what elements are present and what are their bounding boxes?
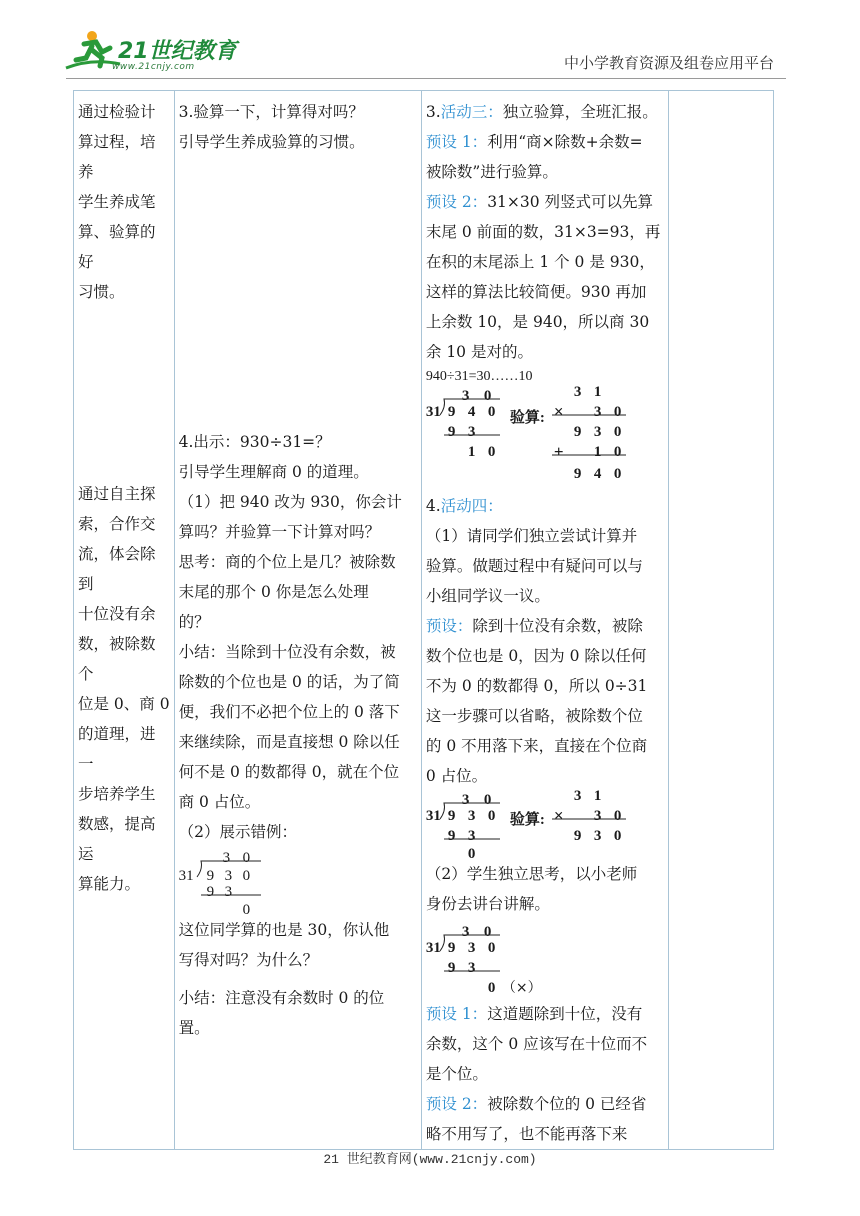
check-mult-digit: 3	[593, 404, 602, 420]
dividend-digit: 0	[487, 940, 496, 956]
student-line: 这一步骤可以省略，被除数个位	[425, 707, 643, 725]
student-line: 略不用写了，也不能再落下来	[425, 1125, 628, 1143]
teacher-line: 除数的个位也是 0 的话，为了简	[178, 673, 400, 691]
student-line: 这样的算法比较简便。930 再加	[425, 283, 647, 301]
student-line: 末尾 0 前面的数，31×3=93，再	[425, 223, 661, 241]
page-footer: 21 世纪教育网(www.21cnjy.com)	[323, 1152, 537, 1167]
intent-line: 习惯。	[78, 283, 125, 301]
check-mult-digit: 3	[593, 808, 602, 824]
teacher-line: 商 0 占位。	[178, 793, 261, 811]
student-line: 是个位。	[425, 1065, 488, 1083]
check-result-digit: 3	[593, 828, 602, 844]
check-result-digit: 0	[613, 424, 622, 440]
quotient-digit: 0	[483, 792, 492, 808]
step-digit: 9	[447, 960, 456, 976]
remainder-digit: 0	[242, 902, 251, 918]
student-line: （1）请同学们独立尝试计算并	[425, 527, 638, 545]
intent-line: 通过检验计	[78, 103, 156, 121]
intent-line: 算过程，培养	[78, 133, 156, 181]
check-sum-digit: 0	[613, 466, 622, 482]
check-top-digit: 3	[573, 384, 582, 400]
quotient-digit: 0	[483, 388, 492, 404]
intent-line: 算、验算的好	[78, 223, 156, 271]
verify-label: 验算:	[509, 410, 545, 426]
step-digit: 3	[224, 884, 233, 900]
equation-line: 940÷31=30……10	[425, 369, 533, 384]
check-add-digit: 0	[613, 444, 622, 460]
page-header	[0, 0, 860, 90]
student-line: 上余数 10，是 940，所以商 30	[425, 313, 650, 331]
student-line: 余 10 是对的。	[425, 343, 533, 361]
wrong-mark: （×）	[501, 980, 542, 996]
logo-url: www.21cnjy.com	[112, 62, 195, 72]
teacher-line: 写得对吗？为什么？	[178, 951, 319, 969]
check-add-digit: 1	[593, 444, 602, 460]
dividend-digit: 3	[467, 940, 476, 956]
dividend-digit: 3	[224, 868, 233, 884]
intent-line: 算能力。	[78, 875, 141, 893]
student-line: （2）学生独立思考，以小老师	[425, 865, 638, 883]
teacher-line: 置。	[178, 1019, 210, 1037]
dividend-digit: 9	[206, 868, 215, 884]
student-line: 余数，这个 0 应该写在十位而不	[425, 1035, 648, 1053]
check-mult-digit: 0	[613, 808, 622, 824]
divisor: 31	[425, 808, 441, 824]
step-digit: 3	[467, 424, 476, 440]
quotient-digit: 3	[461, 388, 470, 404]
teacher-line: 算吗？并验算一下计算对吗？	[178, 523, 381, 541]
wrong-division-930	[426, 925, 586, 995]
teacher-line: 思考：商的个位上是几？被除数	[178, 553, 396, 571]
intent-line: 数，被除数个	[78, 635, 156, 683]
dividend-digit: 9	[447, 940, 456, 956]
verify-label: 验算:	[509, 812, 545, 828]
quotient-digit: 3	[222, 850, 231, 866]
multiply-sign: ×	[553, 806, 564, 825]
check-result-digit: 9	[573, 828, 582, 844]
remainder-digit: 0	[487, 980, 496, 996]
intent-line: 学生养成笔	[78, 193, 156, 211]
student-line: 在积的末尾添上 1 个 0 是 930，	[425, 253, 655, 271]
teacher-line: 4.出示：930÷31=？	[178, 433, 331, 451]
wrong-example-division	[178, 849, 269, 918]
check-result-digit: 0	[613, 828, 622, 844]
remainder-digit: 0	[487, 444, 496, 460]
teacher-line: 小结：注意没有余数时 0 的位	[178, 989, 385, 1007]
intent-line: 步培养学生	[78, 785, 156, 803]
step-digit: 9	[206, 884, 215, 900]
teacher-line: 小结：当除到十位没有余数，被	[178, 643, 396, 661]
check-top-digit: 1	[593, 384, 602, 400]
dividend-digit: 9	[447, 404, 456, 420]
teacher-line: 来继续除，而是直接想 0 除以任	[178, 733, 400, 751]
intent-line: 数感，提高运	[78, 815, 156, 863]
step-digit: 9	[447, 424, 456, 440]
dividend-digit: 0	[487, 808, 496, 824]
lesson-table	[73, 90, 774, 1150]
teacher-line: 便，我们不必把个位上的 0 落下	[178, 703, 400, 721]
student-line: 不为 0 的数都得 0，所以 0÷31	[425, 677, 648, 695]
dividend-digit: 0	[242, 868, 251, 884]
divisor: 31	[425, 940, 441, 956]
division-940-block	[425, 384, 656, 487]
teacher-line: （2）展示错例：	[178, 823, 297, 841]
check-top-digit: 3	[573, 788, 582, 804]
intent-line: 索，合作交	[78, 515, 156, 533]
step-digit: 3	[467, 960, 476, 976]
remainder-digit: 1	[467, 444, 476, 460]
multiply-sign: ×	[553, 402, 564, 421]
preset1-line: 预设 1：利用“商×除数+余数=	[425, 133, 643, 151]
header-divider	[66, 78, 786, 79]
platform-title: 中小学教育资源及组卷应用平台	[563, 54, 774, 72]
student-line: 身份去讲台讲解。	[425, 895, 550, 913]
preset2-line: 预设 2：31×30 列竖式可以先算	[425, 193, 654, 211]
empty-notes-cell	[669, 91, 774, 1150]
student-line: 0 占位。	[425, 767, 488, 785]
remainder-digit: 0	[467, 846, 476, 862]
divisor: 31	[425, 404, 441, 420]
check-result-digit: 3	[593, 424, 602, 440]
dividend-digit: 0	[487, 404, 496, 420]
intent-line: 位是 0、商 0	[78, 695, 170, 713]
student-line: 数个位也是 0，因为 0 除以任何	[425, 647, 647, 665]
intent-line: 的道理，进一	[78, 725, 156, 773]
teacher-activity-cell	[174, 91, 421, 1150]
student-line: 被除数”进行验算。	[425, 163, 558, 181]
teacher-line: 引导学生理解商 0 的道理。	[178, 463, 369, 481]
step-digit: 3	[467, 828, 476, 844]
student-line: 验算。做题过程中有疑问可以与	[425, 557, 643, 575]
student-line: 的 0 不用落下来，直接在个位商	[425, 737, 648, 755]
intent-line: 流，体会除到	[78, 545, 156, 593]
dividend-digit: 9	[447, 808, 456, 824]
quotient-digit: 3	[461, 792, 470, 808]
quotient-digit: 3	[461, 924, 470, 940]
division-930-block	[425, 788, 656, 862]
teacher-line: 这位同学算的也是 30，你认他	[178, 921, 390, 939]
logo-text: 21世纪教育	[118, 39, 237, 64]
divisor: 31	[178, 868, 194, 884]
check-sum-digit: 4	[593, 466, 602, 482]
teacher-line: 引导学生养成验算的习惯。	[178, 133, 365, 151]
teacher-line: 何不是 0 的数都得 0，就在个位	[178, 763, 400, 781]
check-mult-digit: 0	[613, 404, 622, 420]
teacher-line: （1）把 940 改为 930，你会计	[178, 493, 402, 511]
preset-line: 预设：除到十位没有余数，被除	[425, 617, 643, 635]
design-intent-cell	[74, 91, 175, 1150]
teacher-line: 3.验算一下，计算得对吗？	[178, 103, 364, 121]
teacher-line: 的？	[178, 613, 210, 631]
check-sum-digit: 9	[573, 466, 582, 482]
check-result-digit: 9	[573, 424, 582, 440]
preset2b-line: 预设 2：被除数个位的 0 已经省	[425, 1095, 647, 1113]
student-line: 小组同学议一议。	[425, 587, 550, 605]
intent-line: 十位没有余	[78, 605, 156, 623]
preset1b-line: 预设 1：这道题除到十位，没有	[425, 1005, 643, 1023]
quotient-digit: 0	[483, 924, 492, 940]
student-activity-cell	[421, 91, 668, 1150]
intent-line: 通过自主探	[78, 485, 156, 503]
activity3-heading: 3.活动三：独立验算，全班汇报。	[425, 103, 658, 121]
dividend-digit: 3	[467, 808, 476, 824]
plus-sign: +	[553, 442, 564, 461]
teacher-line: 末尾的那个 0 你是怎么处理	[178, 583, 369, 601]
dividend-digit: 4	[467, 404, 476, 420]
quotient-digit: 0	[242, 850, 251, 866]
check-top-digit: 1	[593, 788, 602, 804]
step-digit: 9	[447, 828, 456, 844]
activity4-heading: 4.活动四：	[425, 497, 503, 515]
